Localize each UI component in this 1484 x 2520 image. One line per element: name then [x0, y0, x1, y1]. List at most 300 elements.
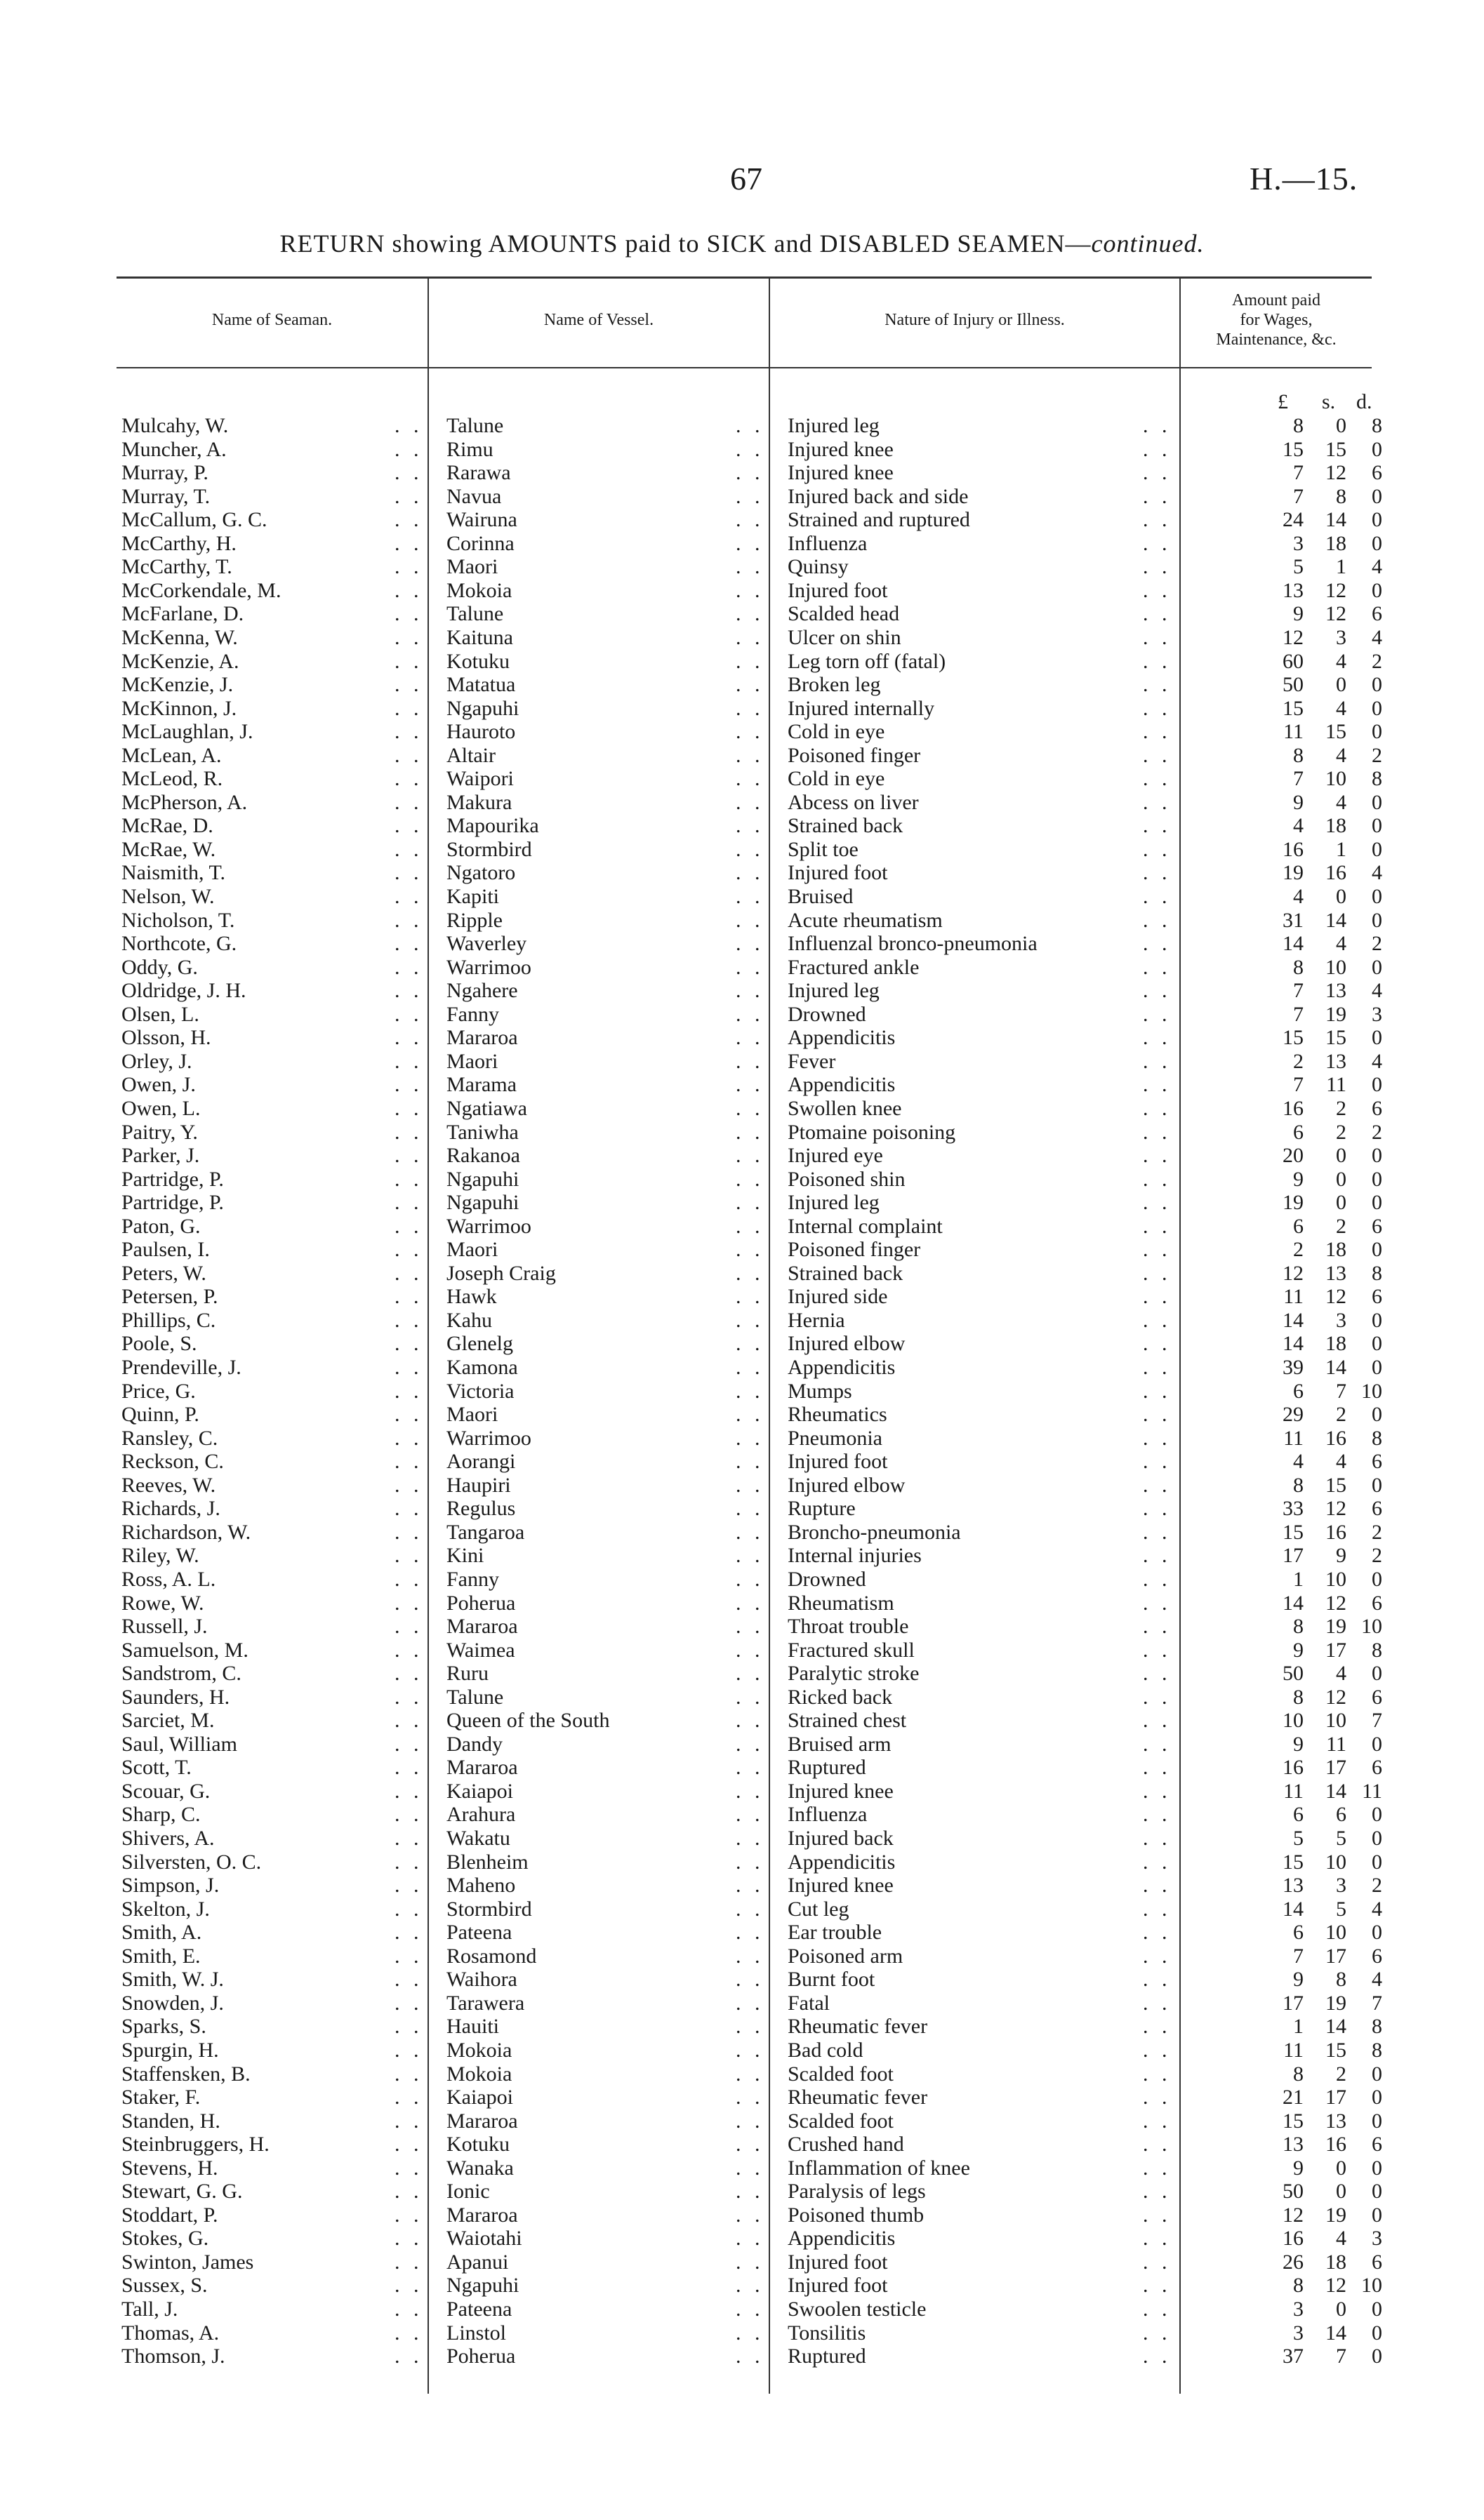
- leader-dots: . .: [1143, 2156, 1172, 2180]
- amount-pence: 8: [1372, 414, 1382, 437]
- vessel-name: Ngatiawa: [446, 1096, 527, 1120]
- amount-shillings: 2: [1336, 2062, 1346, 2086]
- amount-pence: 7: [1372, 1709, 1382, 1733]
- leader-dots: . .: [1143, 414, 1172, 437]
- amount-shillings: 19: [1325, 1002, 1346, 1026]
- leader-dots: . .: [395, 1403, 423, 1427]
- leader-dots: . .: [395, 885, 423, 908]
- vessel-name: Stormbird: [446, 837, 532, 861]
- leader-dots: . .: [1143, 2274, 1172, 2298]
- amount-shillings: 12: [1325, 461, 1346, 485]
- leader-dots: . .: [1143, 2203, 1172, 2227]
- injury-description: Quinsy: [788, 555, 849, 579]
- table-row: [0, 2062, 1484, 2086]
- seaman-name: Parker, J.: [121, 1144, 200, 1167]
- leader-dots: . .: [736, 790, 764, 814]
- leader-dots: . .: [1143, 531, 1172, 555]
- amount-pounds: 26: [1283, 2250, 1304, 2274]
- leader-dots: . .: [395, 2180, 423, 2204]
- vessel-name: Linstol: [446, 2321, 507, 2345]
- injury-description: Leg torn off (fatal): [788, 649, 946, 673]
- table-row: [0, 791, 1484, 815]
- vessel-name: Mararoa: [446, 2203, 518, 2227]
- leader-dots: . .: [1143, 1874, 1172, 1898]
- leader-dots: . .: [1143, 1473, 1172, 1497]
- table-row: [0, 1686, 1484, 1709]
- seaman-name: McLaughlan, J.: [121, 720, 253, 744]
- leader-dots: . .: [395, 979, 423, 1003]
- leader-dots: . .: [395, 1049, 423, 1073]
- amount-shillings: 4: [1336, 649, 1346, 673]
- injury-description: Injured leg: [788, 1191, 880, 1215]
- amount-pounds: 7: [1293, 1073, 1304, 1097]
- seaman-name: Murray, P.: [121, 461, 208, 485]
- vessel-name: Ripple: [446, 908, 503, 932]
- vessel-name: Waipori: [446, 767, 514, 791]
- seaman-name: Partridge, P.: [121, 1167, 224, 1191]
- amount-shillings: 19: [1325, 1991, 1346, 2015]
- leader-dots: . .: [1143, 2015, 1172, 2039]
- leader-dots: . .: [736, 2086, 764, 2109]
- table-row: [0, 767, 1484, 791]
- amount-pence: 0: [1372, 578, 1382, 602]
- seaman-name: Paitry, Y.: [121, 1120, 198, 1144]
- amount-shillings: 4: [1336, 790, 1346, 814]
- seaman-name: Petersen, P.: [121, 1285, 218, 1309]
- leader-dots: . .: [736, 1921, 764, 1945]
- table-row: [0, 697, 1484, 721]
- amount-pounds: 6: [1293, 1120, 1304, 1144]
- table-row: [0, 1733, 1484, 1756]
- leader-dots: . .: [736, 767, 764, 791]
- table-row: [0, 2109, 1484, 2133]
- table-row: [0, 1615, 1484, 1639]
- amount-pounds: 12: [1283, 2203, 1304, 2227]
- amount-shillings: 0: [1336, 673, 1346, 696]
- amount-shillings: 12: [1325, 2274, 1346, 2298]
- leader-dots: . .: [395, 2062, 423, 2086]
- leader-dots: . .: [1143, 1026, 1172, 1050]
- amount-shillings: 2: [1336, 1214, 1346, 1238]
- leader-dots: . .: [395, 1426, 423, 1450]
- seaman-name: McFarlane, D.: [121, 602, 244, 626]
- amount-pounds: 11: [1283, 1285, 1304, 1309]
- leader-dots: . .: [736, 649, 764, 673]
- seaman-name: Riley, W.: [121, 1544, 199, 1568]
- leader-dots: . .: [736, 1827, 764, 1850]
- injury-description: Injured leg: [788, 979, 880, 1003]
- leader-dots: . .: [1143, 2062, 1172, 2086]
- table-row: [0, 861, 1484, 885]
- seaman-name: McCarthy, H.: [121, 531, 237, 555]
- injury-description: Poisoned shin: [788, 1167, 906, 1191]
- amount-pounds: 10: [1283, 1709, 1304, 1733]
- seaman-name: Richardson, W.: [121, 1520, 251, 1544]
- vessel-name: Wakatu: [446, 1827, 510, 1850]
- leader-dots: . .: [395, 1238, 423, 1262]
- amount-pence: 0: [1372, 790, 1382, 814]
- amount-shillings: 18: [1325, 2250, 1346, 2274]
- injury-description: Tonsilitis: [788, 2321, 866, 2345]
- leader-dots: . .: [395, 673, 423, 696]
- seaman-name: Spurgin, H.: [121, 2038, 219, 2062]
- leader-dots: . .: [1143, 885, 1172, 908]
- amount-pounds: 9: [1293, 1167, 1304, 1191]
- vessel-name: Joseph Craig: [446, 1261, 556, 1285]
- injury-description: Abcess on liver: [788, 790, 919, 814]
- injury-description: Injured knee: [788, 1779, 894, 1803]
- leader-dots: . .: [736, 1073, 764, 1097]
- leader-dots: . .: [1143, 1261, 1172, 1285]
- table-row: [0, 1568, 1484, 1592]
- leader-dots: . .: [736, 696, 764, 720]
- amount-shillings: 17: [1325, 1944, 1346, 1968]
- seaman-name: Rowe, W.: [121, 1591, 204, 1615]
- leader-dots: . .: [736, 1332, 764, 1356]
- table-row: [0, 885, 1484, 909]
- leader-dots: . .: [395, 2298, 423, 2321]
- seaman-name: Poole, S.: [121, 1332, 197, 1356]
- injury-description: Influenzal bronco-pneumonia: [788, 932, 1038, 956]
- injury-description: Ulcer on shin: [788, 626, 901, 649]
- vessel-name: Maori: [446, 1238, 498, 1262]
- amount-pounds: 8: [1293, 1615, 1304, 1639]
- leader-dots: . .: [1143, 1120, 1172, 1144]
- injury-description: Rheumatism: [788, 1591, 894, 1615]
- vessel-name: Mararoa: [446, 1756, 518, 1780]
- vessel-name: Mokoia: [446, 2062, 512, 2086]
- amount-pounds: 2: [1293, 1049, 1304, 1073]
- leader-dots: . .: [395, 414, 423, 437]
- amount-pounds: 8: [1293, 743, 1304, 767]
- injury-description: Injured eye: [788, 1144, 883, 1167]
- leader-dots: . .: [736, 885, 764, 908]
- leader-dots: . .: [395, 1379, 423, 1403]
- leader-dots: . .: [395, 437, 423, 461]
- amount-pounds: 11: [1283, 720, 1304, 744]
- table-row: [0, 461, 1484, 485]
- leader-dots: . .: [736, 1308, 764, 1332]
- table-row: [0, 1215, 1484, 1239]
- amount-pence: 6: [1372, 1685, 1382, 1709]
- table-row: [0, 2345, 1484, 2368]
- vessel-name: Warrimoo: [446, 1426, 531, 1450]
- amount-shillings: 19: [1325, 2203, 1346, 2227]
- amount-pence: 4: [1372, 626, 1382, 649]
- table-row: [0, 838, 1484, 862]
- vessel-name: Warrimoo: [446, 1214, 531, 1238]
- leader-dots: . .: [395, 814, 423, 838]
- seaman-name: Mulcahy, W.: [121, 414, 229, 437]
- leader-dots: . .: [736, 1379, 764, 1403]
- vessel-name: Ionic: [446, 2180, 490, 2204]
- leader-dots: . .: [1143, 484, 1172, 508]
- amount-pence: 0: [1372, 720, 1382, 744]
- amount-pence: 0: [1372, 508, 1382, 532]
- leader-dots: . .: [395, 1850, 423, 1874]
- leader-dots: . .: [395, 1756, 423, 1780]
- amount-pounds: 8: [1293, 414, 1304, 437]
- leader-dots: . .: [736, 626, 764, 649]
- amount-shillings: 14: [1325, 2321, 1346, 2345]
- leader-dots: . .: [395, 1732, 423, 1756]
- amount-shillings: 19: [1325, 1615, 1346, 1639]
- leader-dots: . .: [1143, 1615, 1172, 1639]
- leader-dots: . .: [395, 1356, 423, 1379]
- leader-dots: . .: [395, 1497, 423, 1521]
- seaman-name: Smith, W. J.: [121, 1968, 224, 1992]
- amount-shillings: 2: [1336, 1403, 1346, 1427]
- table-row: [0, 1780, 1484, 1804]
- leader-dots: . .: [395, 2133, 423, 2156]
- amount-pounds: 14: [1283, 1332, 1304, 1356]
- amount-pounds: 9: [1293, 1732, 1304, 1756]
- amount-pence: 3: [1372, 1002, 1382, 1026]
- amount-shillings: 12: [1325, 1285, 1346, 1309]
- leader-dots: . .: [736, 1214, 764, 1238]
- seaman-name: Snowden, J.: [121, 1991, 224, 2015]
- leader-dots: . .: [1143, 1944, 1172, 1968]
- amount-pence: 0: [1372, 1732, 1382, 1756]
- table-row: [0, 1309, 1484, 1333]
- leader-dots: . .: [395, 767, 423, 791]
- table-row: [0, 1026, 1484, 1050]
- seaman-name: Smith, A.: [121, 1921, 202, 1945]
- injury-description: Paralytic stroke: [788, 1662, 920, 1686]
- injury-description: Drowned: [788, 1002, 866, 1026]
- injury-description: Rupture: [788, 1497, 856, 1521]
- leader-dots: . .: [395, 790, 423, 814]
- injury-description: Injured internally: [788, 696, 935, 720]
- table-row: [0, 1073, 1484, 1097]
- amount-pounds: 7: [1293, 979, 1304, 1003]
- table-row: [0, 1332, 1484, 1356]
- vessel-name: Ngapuhi: [446, 2274, 519, 2298]
- seaman-name: Nelson, W.: [121, 885, 215, 908]
- leader-dots: . .: [1143, 555, 1172, 579]
- leader-dots: . .: [1143, 1520, 1172, 1544]
- amount-pence: 0: [1372, 1803, 1382, 1827]
- injury-description: Injured knee: [788, 461, 894, 485]
- leader-dots: . .: [736, 1191, 764, 1215]
- injury-description: Strained back: [788, 1261, 903, 1285]
- amount-pounds: 3: [1293, 531, 1304, 555]
- vessel-name: Waimea: [446, 1638, 515, 1662]
- table-row: [0, 650, 1484, 674]
- amount-pounds: 12: [1283, 1261, 1304, 1285]
- vessel-name: Regulus: [446, 1497, 516, 1521]
- injury-description: Appendicitis: [788, 1850, 896, 1874]
- amount-pounds: 11: [1283, 2038, 1304, 2062]
- leader-dots: . .: [736, 1167, 764, 1191]
- injury-description: Injured knee: [788, 437, 894, 461]
- injury-description: Cut leg: [788, 1897, 849, 1921]
- vessel-name: Hauiti: [446, 2015, 499, 2039]
- amount-pence: 4: [1372, 555, 1382, 579]
- table-row: [0, 1191, 1484, 1215]
- amount-pence: 6: [1372, 1096, 1382, 1120]
- leader-dots: . .: [1143, 1803, 1172, 1827]
- leader-dots: . .: [1143, 979, 1172, 1003]
- seaman-name: McRae, D.: [121, 814, 213, 838]
- table-row: [0, 909, 1484, 933]
- seaman-name: Samuelson, M.: [121, 1638, 249, 1662]
- injury-description: Internal injuries: [788, 1544, 922, 1568]
- table-row: [0, 414, 1484, 438]
- amount-pence: 0: [1372, 1167, 1382, 1191]
- leader-dots: . .: [736, 2109, 764, 2133]
- table-row: [0, 2180, 1484, 2204]
- injury-description: Strained back: [788, 814, 903, 838]
- injury-description: Swollen knee: [788, 1096, 902, 1120]
- seaman-name: Sharp, C.: [121, 1803, 201, 1827]
- table-row: [0, 1709, 1484, 1733]
- injury-description: Scalded foot: [788, 2109, 894, 2133]
- vessel-name: Victoria: [446, 1379, 515, 1403]
- injury-description: Internal complaint: [788, 1214, 943, 1238]
- amount-pounds: 8: [1293, 1473, 1304, 1497]
- leader-dots: . .: [395, 1779, 423, 1803]
- amount-pence: 8: [1372, 2038, 1382, 2062]
- table-row: [0, 602, 1484, 626]
- seaman-name: Sarciet, M.: [121, 1709, 215, 1733]
- amount-pounds: 15: [1283, 1520, 1304, 1544]
- leader-dots: . .: [395, 626, 423, 649]
- vessel-name: Dandy: [446, 1732, 503, 1756]
- amount-pounds: 8: [1293, 2062, 1304, 2086]
- injury-description: Fractured ankle: [788, 955, 920, 979]
- leader-dots: . .: [1143, 649, 1172, 673]
- amount-pounds: 19: [1283, 1191, 1304, 1215]
- table-row: [0, 932, 1484, 956]
- leader-dots: . .: [1143, 767, 1172, 791]
- leader-dots: . .: [1143, 1921, 1172, 1945]
- column-header-amount: [1181, 291, 1372, 349]
- seaman-name: Richards, J.: [121, 1497, 220, 1521]
- vessel-name: Poherua: [446, 2345, 516, 2368]
- title-main: RETURN showing AMOUNTS paid to SICK and DISABLED SEAMEN—: [279, 229, 1092, 258]
- leader-dots: . .: [736, 1732, 764, 1756]
- amount-pence: 6: [1372, 1591, 1382, 1615]
- leader-dots: . .: [395, 1167, 423, 1191]
- amount-shillings: 0: [1336, 1167, 1346, 1191]
- injury-description: Bruised arm: [788, 1732, 892, 1756]
- amount-pence: 8: [1372, 767, 1382, 791]
- leader-dots: . .: [1143, 861, 1172, 885]
- amount-shillings: 4: [1336, 1450, 1346, 1474]
- amount-pounds: 3: [1293, 2321, 1304, 2345]
- amount-pounds: 50: [1283, 2180, 1304, 2204]
- table-row: [0, 1662, 1484, 1686]
- amount-pence: 0: [1372, 1850, 1382, 1874]
- seaman-name: McLeod, R.: [121, 767, 223, 791]
- injury-description: Split toe: [788, 837, 859, 861]
- injury-description: Mumps: [788, 1379, 852, 1403]
- table-row: [0, 673, 1484, 697]
- amount-pence: 7: [1372, 1991, 1382, 2015]
- table-row: [0, 814, 1484, 838]
- leader-dots: . .: [395, 1096, 423, 1120]
- vessel-name: Marama: [446, 1073, 517, 1097]
- leader-dots: . .: [736, 2274, 764, 2298]
- leader-dots: . .: [1143, 1191, 1172, 1215]
- seaman-name: Stewart, G. G.: [121, 2180, 243, 2204]
- amount-shillings: 16: [1325, 1426, 1346, 1450]
- leader-dots: . .: [395, 2086, 423, 2109]
- seaman-name: Smith, E.: [121, 1944, 201, 1968]
- leader-dots: . .: [1143, 1332, 1172, 1356]
- leader-dots: . .: [1143, 1850, 1172, 1874]
- vessel-name: Kahu: [446, 1308, 492, 1332]
- seaman-name: Prendeville, J.: [121, 1356, 241, 1379]
- leader-dots: . .: [1143, 696, 1172, 720]
- leader-dots: . .: [736, 1803, 764, 1827]
- leader-dots: . .: [736, 1426, 764, 1450]
- amount-shillings: 0: [1336, 414, 1346, 437]
- leader-dots: . .: [736, 531, 764, 555]
- amount-pence: 6: [1372, 1944, 1382, 1968]
- injury-description: Scalded head: [788, 602, 900, 626]
- leader-dots: . .: [1143, 602, 1172, 626]
- table-row: [0, 979, 1484, 1003]
- amount-shillings: 16: [1325, 861, 1346, 885]
- table-row: [0, 1003, 1484, 1027]
- vessel-name: Tarawera: [446, 1991, 525, 2015]
- leader-dots: . .: [1143, 1426, 1172, 1450]
- table-row: [0, 1238, 1484, 1262]
- amount-pence: 0: [1372, 2062, 1382, 2086]
- amount-pounds: 16: [1283, 2227, 1304, 2251]
- amount-pence: 0: [1372, 2345, 1382, 2368]
- vessel-name: Hauroto: [446, 720, 516, 744]
- amount-pounds: 1: [1293, 1567, 1304, 1591]
- seaman-name: Partridge, P.: [121, 1191, 224, 1215]
- amount-shillings: 14: [1325, 508, 1346, 532]
- leader-dots: . .: [395, 837, 423, 861]
- leader-dots: . .: [1143, 437, 1172, 461]
- amount-pounds: 5: [1293, 1827, 1304, 1850]
- leader-dots: . .: [1143, 2133, 1172, 2156]
- injury-description: Appendicitis: [788, 1356, 896, 1379]
- leader-dots: . .: [736, 1450, 764, 1474]
- table-row: [0, 1592, 1484, 1615]
- amount-shillings: 5: [1336, 1827, 1346, 1850]
- leader-dots: . .: [395, 1921, 423, 1945]
- leader-dots: . .: [1143, 1591, 1172, 1615]
- injury-description: Ruptured: [788, 2345, 866, 2368]
- leader-dots: . .: [395, 1026, 423, 1050]
- leader-dots: . .: [395, 1308, 423, 1332]
- leader-dots: . .: [1143, 1403, 1172, 1427]
- document-reference: H.—15.: [1250, 161, 1358, 196]
- seaman-name: McKinnon, J.: [121, 696, 237, 720]
- amount-pounds: 9: [1293, 1638, 1304, 1662]
- amount-shillings: 13: [1325, 2109, 1346, 2133]
- leader-dots: . .: [1143, 2109, 1172, 2133]
- amount-pence: 0: [1372, 1921, 1382, 1945]
- leader-dots: . .: [736, 555, 764, 579]
- amount-pence: 0: [1372, 1827, 1382, 1850]
- table-row: [0, 1450, 1484, 1474]
- amount-shillings: 10: [1325, 955, 1346, 979]
- amount-pence: 0: [1372, 1238, 1382, 1262]
- amount-shillings: 10: [1325, 767, 1346, 791]
- injury-description: Injured back and side: [788, 484, 969, 508]
- amount-pounds: 4: [1293, 1450, 1304, 1474]
- seaman-name: Oldridge, J. H.: [121, 979, 246, 1003]
- amount-pence: 0: [1372, 2086, 1382, 2109]
- amount-shillings: 18: [1325, 1238, 1346, 1262]
